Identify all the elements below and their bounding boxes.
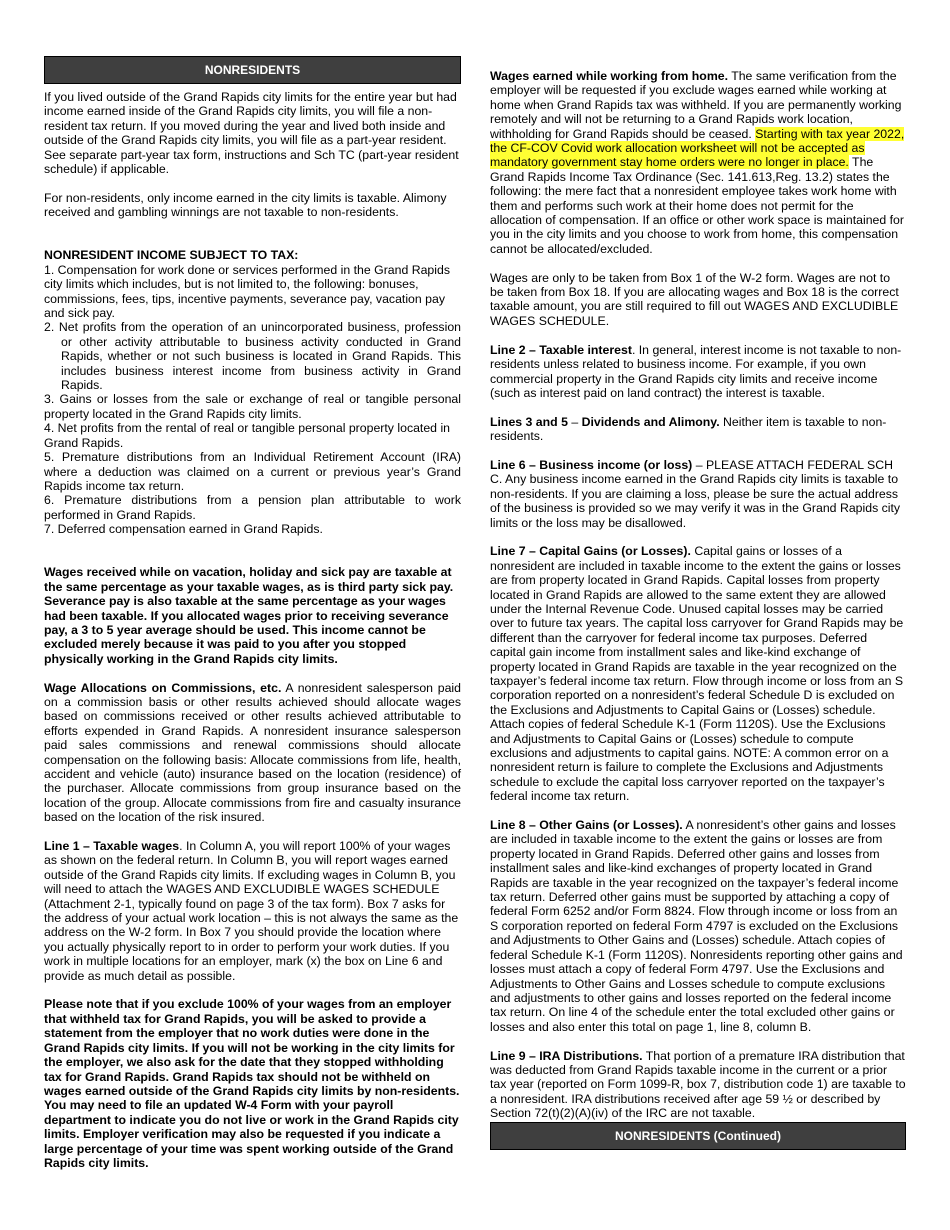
line6-paragraph <box>490 458 906 530</box>
wage-allocation-text: A nonresident salesperson paid on a commission basis or other results achieved should allocate wages based on commissions received or other results achieved attributable to efforts expended in Grand Rapids. A nonresident insurance salesperson paid sales commissions and renewal commissions should allocate compensation on the following basis: Allocate commissions from life, health, accident and vehicle (auto) insurance based on the location (residence) of the purchaser. Allocate commissions from group insurance based on the location of the group. Allocate commissions from fire and casualty insurance based on the location of the risk insured. <box>44 680 461 825</box>
list-item: 1. Compensation for work done or services performed in the Grand Rapids city limits which includes, but is not limited to, the following: bonuses, commissions, fees, tips, incentive payments, severance pay, vacation pay and sick pay. <box>44 262 450 321</box>
line2-title: Line 2 – Taxable interest <box>490 342 632 357</box>
list-item: 6. Premature distributions from a pension plan attributable to work performed in Grand Rapids. <box>44 493 461 522</box>
work-from-home-paragraph <box>490 69 906 256</box>
line6-title: Line 6 – Business income (or loss) <box>490 457 693 472</box>
line7-text: Capital gains or losses of a nonresident are included in taxable income to the extent the gains or losses are from property located in Grand Rapids. Capital losses from property located in Grand Rapids are allowed to the same extent they are allowed under the Internal Revenue Code. Unused capital losses may be carried over to future tax years. The capital loss carryover for Grand Rapids may be different than the carryover for federal income tax purposes. Deferred capital gain income from installment sales and like-kind exchange of property located in Grand Rapids are taxable in the year recognized on the taxpayer’s federal income tax return. Flow through income or loss from an S corporation reported on a nonresident’s federal Schedule D is excluded on the Exclusions and Adjustments to Capital Gains or (Losses) schedule. Attach copies of federal Schedule K-1 (Form 1120S). Use the Exclusions and Adjustments to Capital Gains or (Losses) schedule to compute exclusions and adjustments to capital gains. NOTE: A common error on a nonresident return is failure to complete the Exclusions and Adjustments schedule to exclude the capital loss carryover reported on the taxpayer’s federal income tax return. <box>490 544 904 804</box>
section-header-nonresidents: NONRESIDENTS <box>44 56 461 84</box>
line8-paragraph <box>490 818 906 1034</box>
line9-text: That portion of a premature IRA distribution that was deducted from Grand Rapids taxable income in the current or a prior tax year (reported on Form 1099-R, box 7, distribution code 1) are taxable to a nonresident. IRA distributions received after age 59 ½ or described by Section 72(t)(2)(A)(iv) of the IRC are not taxable. <box>490 1048 906 1121</box>
line1-title: Line 1 – Taxable wages <box>44 839 180 854</box>
vacation-pay-paragraph: Wages received while on vacation, holiday and sick pay are taxable at the same percentage as your taxable wages, as is third party sick pay. Severance pay is also taxable at the same percentage as your wages had been taxable. If you allocated wages prior to receiving severance pay, a 3 to 5 year average should be used. This income cannot be excluded merely because it was paid to you after you stopped physically working in the Grand Rapids city limits. <box>44 565 454 666</box>
right-column <box>490 69 906 1150</box>
list-item: 2. Net profits from the operation of an unincorporated business, profession or other activity attributable to business activity conducted in Grand Rapids, whether or not such business is located in Grand Rapids. This includes business interest income from business activity in Grand Rapids. <box>44 320 461 393</box>
list-item: 7. Deferred compensation earned in Grand Rapids. <box>44 522 323 537</box>
taxable-note-paragraph: For non-residents, only income earned in the city limits is taxable. Alimony received and gambling winnings are not taxable to non-residents. <box>44 190 447 220</box>
line6-text: – PLEASE ATTACH FEDERAL SCH C. Any business income earned in the Grand Rapids city limits is taxable to non-residents. If you are claiming a loss, please be sure the actual address of the business is provided so we may verify it was in the Grand Rapids city limits or the loss may be disallowed. <box>490 457 901 530</box>
line2-text: . In general, interest income is not taxable to non-residents unless related to business income. For example, if you own commercial property in the Grand Rapids city limits and receive income (such as interest paid on land contract) the interest is taxable. <box>490 342 902 400</box>
lines3-5-text: Neither item is taxable to non-residents. <box>490 414 887 444</box>
lines3-5-dash: – <box>567 414 582 429</box>
work-from-home-text-b: The Grand Rapids Income Tax Ordinance (Sec. 141.613,Reg. 13.2) states the following: the mere fact that a nonresident employee takes work home with them and performs such work at their home does not permit for the allocation of compensation. If an office or other work space is maintained for you in the city limits and you choose to work from home, this compensation cannot be allocated/excluded. <box>490 155 904 256</box>
section-header-nonresidents-continued: NONRESIDENTS (Continued) <box>490 1122 906 1150</box>
income-heading: NONRESIDENT INCOME SUBJECT TO TAX: <box>44 248 299 263</box>
lines3-5-title2: Dividends and Alimony. <box>581 414 720 429</box>
line8-title: Line 8 – Other Gains (or Losses). <box>490 818 683 833</box>
line1-paragraph <box>44 839 461 983</box>
work-from-home-text-a: The same verification from the employer will be requested if you exclude wages earned while working at home when Grand Rapids tax was withheld. If you are permanently working remotely and will not be returning to a Grand Rapids work location, withholding for Grand Rapids should be ceased. <box>490 69 902 141</box>
box1-paragraph: Wages are only to be taken from Box 1 of the W-2 form. Wages are not to be taken from Box 18. If you are allocating wages and Box 18 is the correct taxable amount, you are still required to fill out WAGES AND EXCLUDIBLE WAGES SCHEDULE. <box>490 270 899 328</box>
lines3-5-paragraph <box>490 415 906 444</box>
intro-paragraph: If you lived outside of the Grand Rapids city limits for the entire year but had income earned inside of the Grand Rapids city limits, you will file a non-resident tax return. If you moved during the year and lived both inside and outside of the Grand Rapids city limits, you will file as a part-year resident. See separate part-year tax form, instructions and Sch TC (part-year resident schedule) if applicable. <box>44 90 459 177</box>
line1-text: . In Column A, you will report 100% of your wages as shown on the federal return. In Column B, you will report wages earned outside of the Grand Rapids city limits. If excluding wages in Column B, you will need to attach the WAGES AND EXCLUDIBLE WAGES SCHEDULE (Attachment 2-1, typically found on page 3 of the tax form). Box 7 asks for the address of your actual work location – this is not always the same as the address on the W-2 form. In Box 7 you should provide the location where you actually physically report to in order to perform your work duties. If you work in multiple locations for an employer, mark (x) the box on Line 6 and provide as much detail as possible. <box>44 839 459 983</box>
covid-worksheet-highlight: Starting with tax year 2022, the CF-COV Covid work allocation worksheet will not be accepted as mandatory government stay home orders were no longer in place. <box>490 126 905 170</box>
line2-paragraph <box>490 343 906 401</box>
line7-title: Line 7 – Capital Gains (or Losses). <box>490 544 691 559</box>
line9-title: Line 9 – IRA Distributions. <box>490 1048 643 1063</box>
lines3-5-title: Lines 3 and 5 <box>490 414 568 429</box>
exclusion-notice-paragraph: Please note that if you exclude 100% of your wages from an employer that withheld tax for Grand Rapids, you will be asked to provide a statement from the employer that no work duties were done in the Grand Rapids city limits. If you will not be working in the city limits for the employer, we also ask for the date that they stopped withholding tax for Grand Rapids. Grand Rapids tax should not be withheld on wages earned outside of the Grand Rapids city limits by non-residents. You may need to file an updated W-4 Form with your payroll department to indicate you do not live or work in the Grand Rapids city limits. Employer verification may also be requested if you indicate a large percentage of your time was spent working outside of the Grand Rapids city limits. <box>44 997 460 1170</box>
income-list <box>44 263 461 537</box>
list-item: 5. Premature distributions from an Individual Retirement Account (IRA) where a deduction was claimed on a current or previous year’s Grand Rapids income tax return. <box>44 450 461 493</box>
line9-paragraph <box>490 1049 906 1121</box>
wage-allocation-paragraph <box>44 681 461 825</box>
line8-text: A nonresident’s other gains and losses are included in taxable income to the extent the gains or losses are from property located in Grand Rapids. Deferred other gains and losses from installment sales and like-kind exchanges of property located in Grand Rapids are taxable in the year recognized on the taxpayer’s federal income tax return. Deferred other gains must be supported by attaching a copy of federal Form 6252 and/or Form 8824. Flow through income or loss from an S corporation reported on federal Form 4797 is excluded on the Exclusions and Adjustments to Other Gains and (Losses) schedule. Attach copies of federal Schedule K-1 (Form 1120S). Nonresidents reporting other gains and losses must attach a copy of federal Form 4797. Use the Exclusions and Adjustments to Other Gains and Losses schedule to compute exclusions and adjustments to other gains and losses reported on the federal income tax return. On line 4 of the schedule enter the total excluded other gains or losses and also enter this total on page 1, line 8, column B. <box>490 818 903 1034</box>
work-from-home-title: Wages earned while working from home. <box>490 69 729 83</box>
line7-paragraph <box>490 544 906 803</box>
list-item: 4. Net profits from the rental of real or tangible personal property located in Grand Rapids. <box>44 421 451 450</box>
left-column <box>44 56 461 1185</box>
wage-allocation-title: Wage Allocations on Commissions, etc. <box>44 680 282 695</box>
list-item: 3. Gains or losses from the sale or exchange of real or tangible personal property located in the Grand Rapids city limits. <box>44 392 461 421</box>
